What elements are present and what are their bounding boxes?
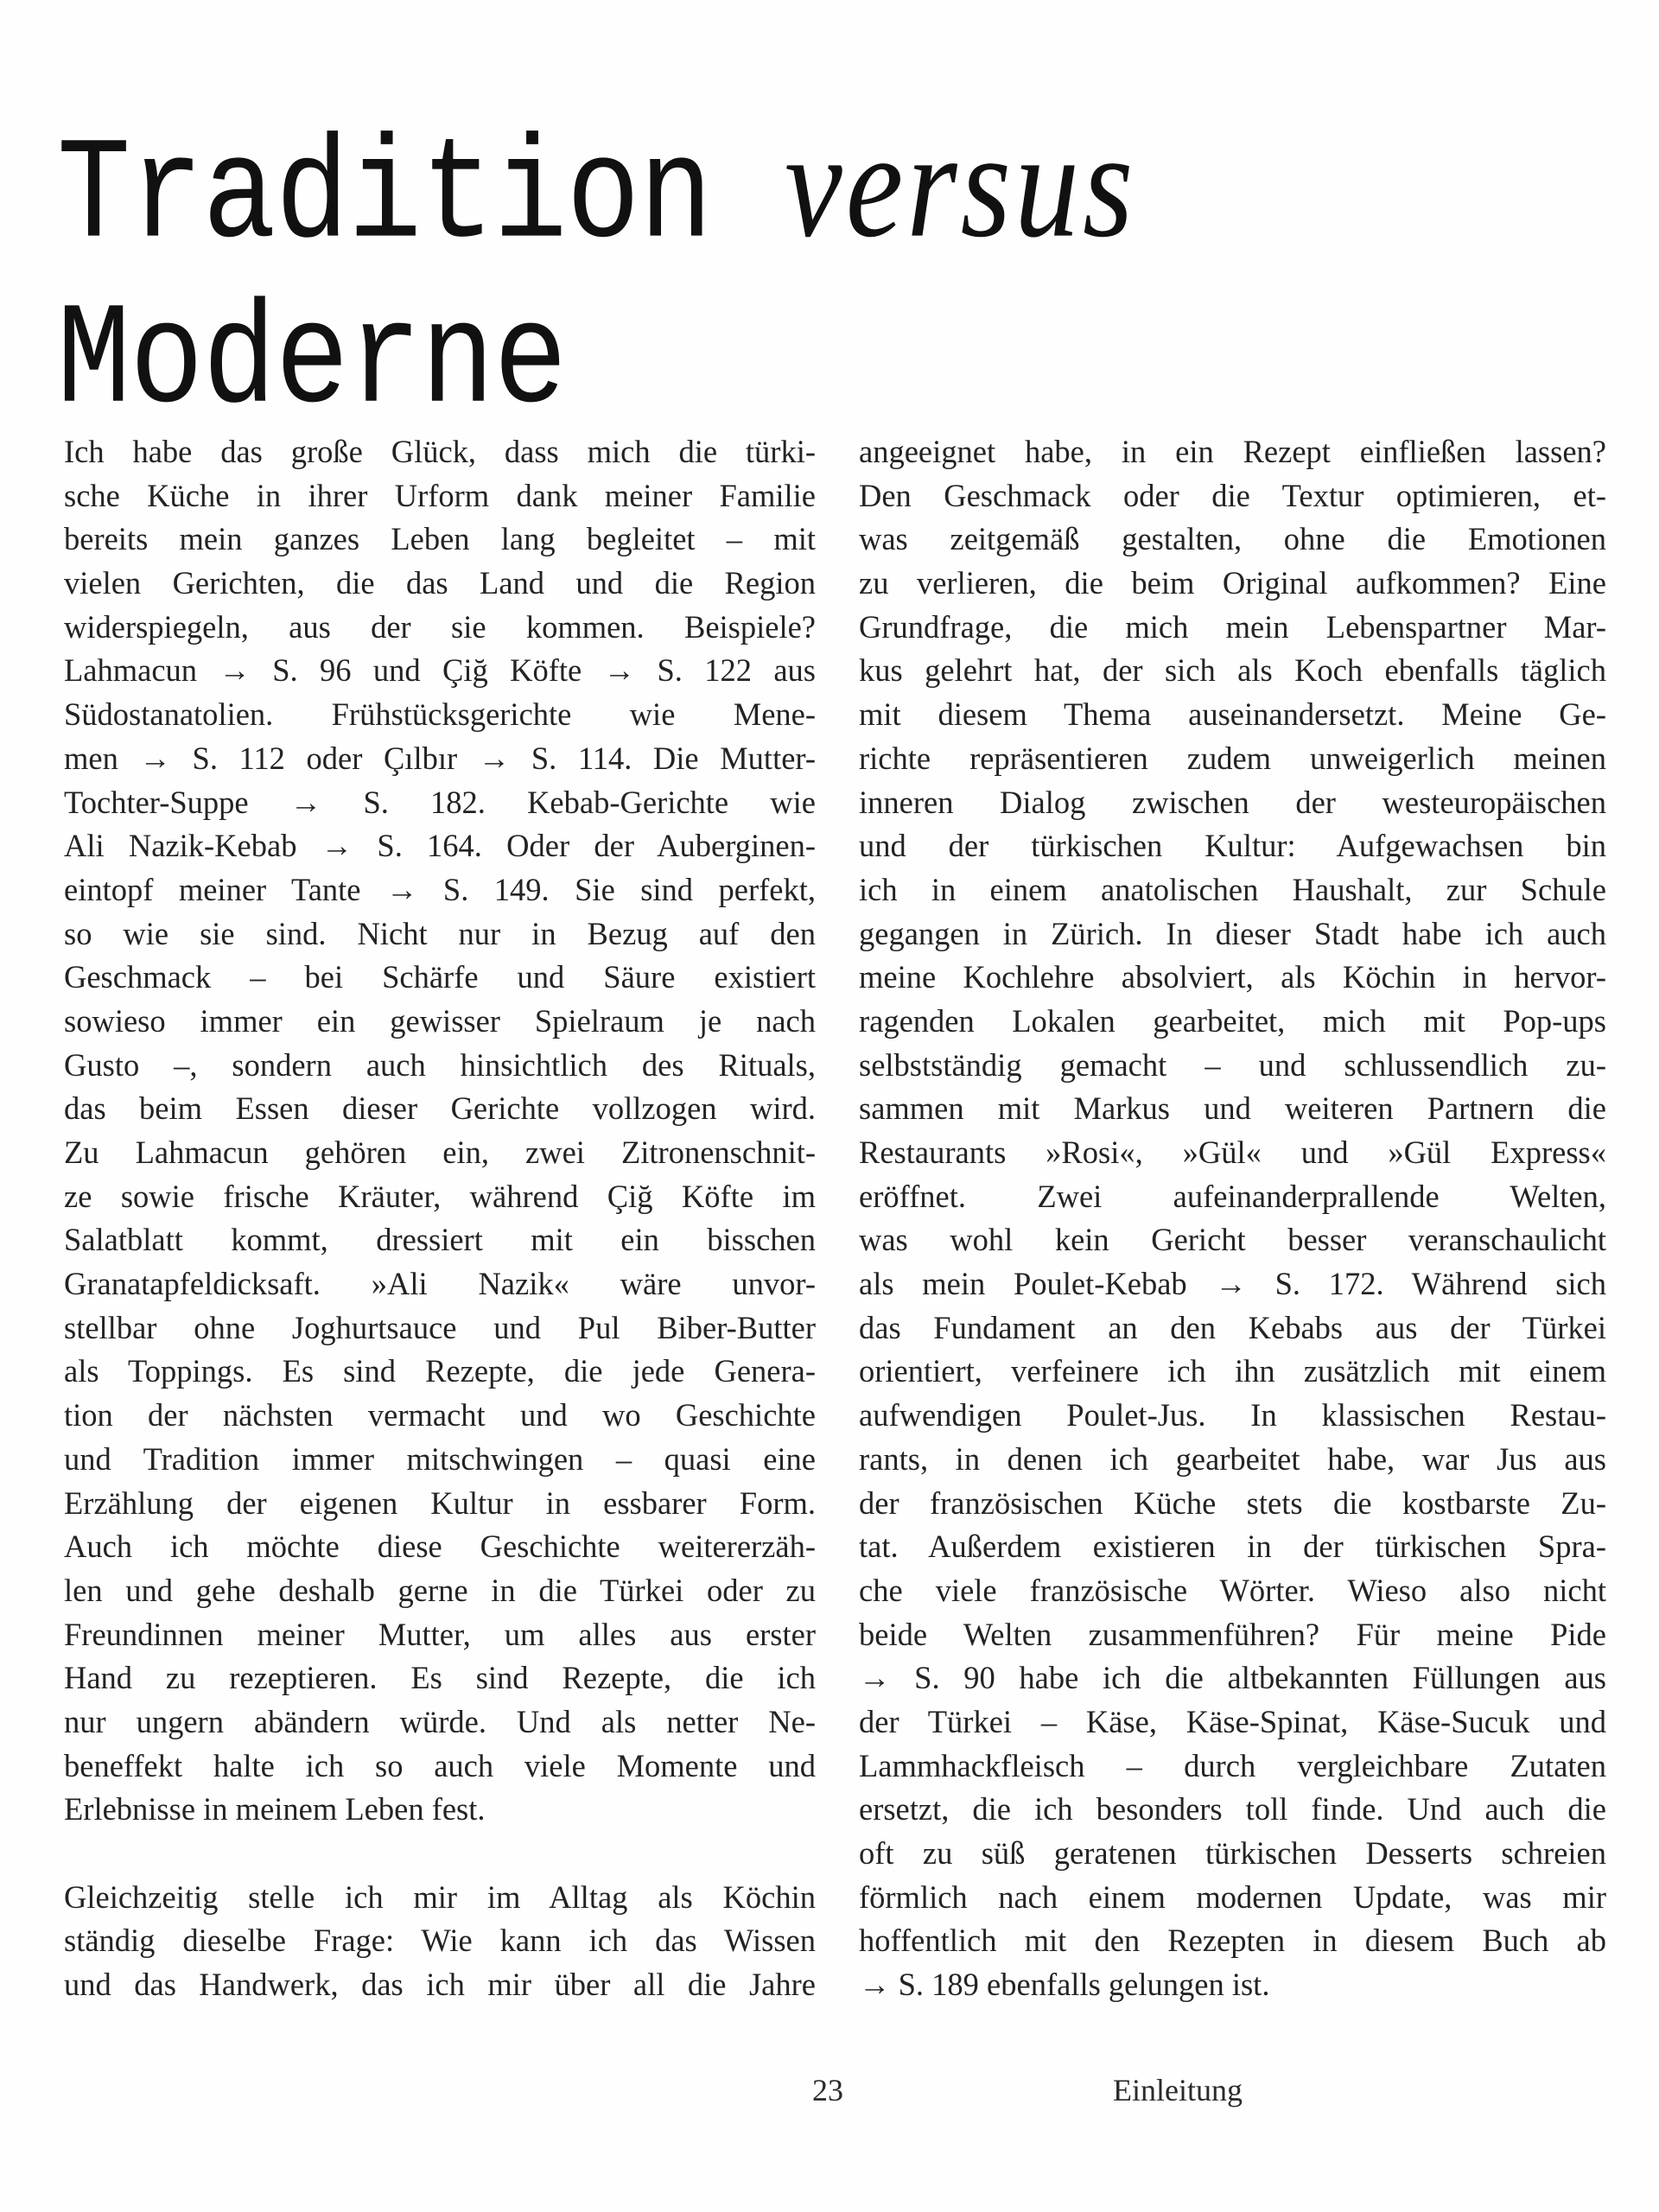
text-line: zu verlieren, die beim Original aufkommen? Eine xyxy=(859,565,1606,601)
text-line: Grundfrage, die mich mein Lebenspartner Mar- xyxy=(859,608,1606,645)
title-word-versus: versus xyxy=(785,99,1137,270)
text-line: inneren Dialog zwischen der westeuropäischen xyxy=(859,784,1606,820)
text-line: der französischen Küche stets die kostbarste Zu- xyxy=(859,1484,1606,1521)
text-line: men → S. 112 oder Çılbır → S. 114. Die Mutter- xyxy=(64,740,816,776)
text-line: Granatapfeldicksaft. »Ali Nazik« wäre unvor- xyxy=(64,1266,816,1302)
text-line: Ich habe das große Glück, dass mich die türki- xyxy=(64,434,816,469)
text-line: hoffentlich mit den Rezepten in diesem Buch ab xyxy=(859,1923,1606,1959)
text-line: so wie sie sind. Nicht nur in Bezug auf den xyxy=(64,915,816,951)
text-line: richte repräsentieren zudem unweigerlich meinen xyxy=(859,740,1606,776)
text-line: Lahmacun → S. 96 und Çiğ Köfte → S. 122 aus xyxy=(64,652,816,689)
text-line: das beim Essen dieser Gerichte vollzogen wird. xyxy=(64,1090,816,1127)
text-line: rants, in denen ich gearbeitet habe, war Jus aus xyxy=(859,1440,1606,1477)
text-line: → S. 189 ebenfalls gelungen ist. xyxy=(859,1967,1270,2003)
text-line: Freundinnen meiner Mutter, um alles aus erster xyxy=(64,1616,816,1652)
title-word-tradition: Tradition xyxy=(57,115,785,280)
text-line: sowieso immer ein gewisser Spielraum je nach xyxy=(64,1002,816,1039)
text-line: ständig dieselbe Frage: Wie kann ich das Wissen xyxy=(64,1923,816,1959)
paragraph-1 xyxy=(64,430,816,1832)
text-line: beneffekt halte ich so auch viele Momente und xyxy=(64,1747,816,1783)
text-line: als mein Poulet-Kebab → S. 172. Während sich xyxy=(859,1266,1606,1302)
text-line: gegangen in Zürich. In dieser Stadt habe ich auch xyxy=(859,915,1606,951)
text-line: Restaurants »Rosi«, »Gül« und »Gül Express« xyxy=(859,1135,1606,1170)
page-title xyxy=(57,99,1137,446)
text-line: che viele französische Wörter. Wieso also nicht xyxy=(859,1572,1606,1608)
running-footer-section: Einleitung xyxy=(1113,2073,1243,2107)
page-number: 23 xyxy=(812,2073,843,2107)
text-line: Zu Lahmacun gehören ein, zwei Zitronenschnit- xyxy=(64,1135,816,1170)
text-line: Hand zu rezeptieren. Es sind Rezepte, die ich xyxy=(64,1660,816,1696)
text-line: kus gelehrt hat, der sich als Koch ebenfalls täglich xyxy=(859,652,1606,689)
text-line: selbstständig gemacht – und schlussendlich zu- xyxy=(859,1046,1606,1083)
text-line: tat. Außerdem existieren in der türkischen Spra- xyxy=(859,1529,1606,1565)
text-line: orientiert, verfeinere ich ihn zusätzlich mit einem xyxy=(859,1353,1606,1389)
text-line: eröffnet. Zwei aufeinanderprallende Welten, xyxy=(859,1178,1606,1214)
text-line: sammen mit Markus und weiteren Partnern die xyxy=(859,1090,1606,1127)
text-line: → S. 90 habe ich die altbekannten Füllungen aus xyxy=(859,1660,1606,1696)
text-line: angeeignet habe, in ein Rezept einfließen lassen? xyxy=(859,434,1606,469)
text-line: meine Kochlehre absolviert, als Köchin in hervor- xyxy=(859,959,1606,995)
text-line: len und gehe deshalb gerne in die Türkei oder zu xyxy=(64,1572,816,1608)
text-line: Lammhackfleisch – durch vergleichbare Zutaten xyxy=(859,1747,1606,1783)
text-line: und das Handwerk, das ich mir über all die Jahre xyxy=(64,1967,816,2003)
paragraph-2 xyxy=(64,1876,816,2007)
text-line: aufwendigen Poulet-Jus. In klassischen Restau- xyxy=(859,1397,1606,1433)
text-line: was zeitgemäß gestalten, ohne die Emotionen xyxy=(859,521,1606,557)
title-line-1 xyxy=(57,99,1137,281)
text-line: Den Geschmack oder die Textur optimieren, et- xyxy=(859,477,1606,513)
text-line: sche Küche in ihrer Urform dank meiner Familie xyxy=(64,477,816,513)
text-line: Ali Nazik-Kebab → S. 164. Oder der Auberginen- xyxy=(64,828,816,864)
title-line-2: Moderne xyxy=(57,280,567,445)
text-line: Erzählung der eigenen Kultur in essbarer Form. xyxy=(64,1484,816,1521)
text-line: und Tradition immer mitschwingen – quasi eine xyxy=(64,1440,816,1477)
text-line: Gleichzeitig stelle ich mir im Alltag als Köchin xyxy=(64,1878,816,1915)
right-text-column xyxy=(859,430,1606,2007)
text-line: und der türkischen Kultur: Aufgewachsen bin xyxy=(859,828,1606,864)
text-line: Auch ich möchte diese Geschichte weitererzäh- xyxy=(64,1529,816,1565)
text-line: ich in einem anatolischen Haushalt, zur Schule xyxy=(859,871,1606,907)
text-line: Salatblatt kommt, dressiert mit ein bisschen xyxy=(64,1222,816,1258)
left-text-column xyxy=(64,430,816,2007)
text-line: ersetzt, die ich besonders toll finde. Und auch die xyxy=(859,1791,1606,1827)
text-line: Tochter-Suppe → S. 182. Kebab-Gerichte wie xyxy=(64,784,816,820)
text-line: eintopf meiner Tante → S. 149. Sie sind perfekt, xyxy=(64,871,816,907)
text-line: der Türkei – Käse, Käse-Spinat, Käse-Sucuk und xyxy=(859,1703,1606,1739)
text-line: tion der nächsten vermacht und wo Geschichte xyxy=(64,1397,816,1433)
text-line: förmlich nach einem modernen Update, was mir xyxy=(859,1878,1606,1915)
text-line: vielen Gerichten, die das Land und die Region xyxy=(64,565,816,601)
text-line: was wohl kein Gericht besser veranschaulicht xyxy=(859,1222,1606,1258)
text-line: als Toppings. Es sind Rezepte, die jede Genera- xyxy=(64,1353,816,1389)
text-line: Südostanatolien. Frühstücksgerichte wie Mene- xyxy=(64,696,816,733)
text-line: mit diesem Thema auseinandersetzt. Meine Ge- xyxy=(859,696,1606,733)
text-line: Erlebnisse in meinem Leben fest. xyxy=(64,1791,486,1827)
text-line: oft zu süß geratenen türkischen Desserts schreien xyxy=(859,1835,1606,1871)
text-line: Gusto –, sondern auch hinsichtlich des Rituals, xyxy=(64,1046,816,1083)
paragraph-gap xyxy=(64,1832,816,1876)
text-line: nur ungern abändern würde. Und als netter Ne- xyxy=(64,1703,816,1739)
text-line: ragenden Lokalen gearbeitet, mich mit Pop-ups xyxy=(859,1002,1606,1039)
text-line: bereits mein ganzes Leben lang begleitet – mit xyxy=(64,521,816,557)
text-line: das Fundament an den Kebabs aus der Türkei xyxy=(859,1309,1606,1345)
text-line: beide Welten zusammenführen? Für meine Pide xyxy=(859,1616,1606,1652)
text-line: widerspiegeln, aus der sie kommen. Beispiele? xyxy=(64,608,816,645)
text-line: stellbar ohne Joghurtsauce und Pul Biber-Butter xyxy=(64,1309,816,1345)
text-line: ze sowie frische Kräuter, während Çiğ Köfte im xyxy=(64,1178,816,1214)
text-line: Geschmack – bei Schärfe und Säure existiert xyxy=(64,959,816,995)
